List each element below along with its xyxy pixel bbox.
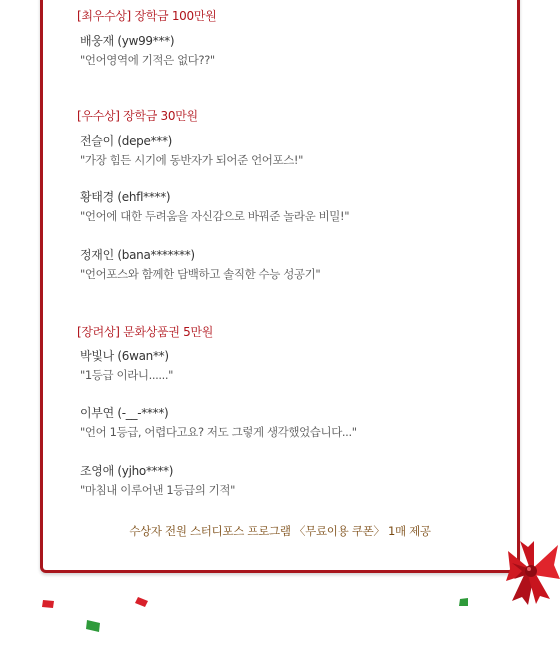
winner-quote: "가장 힘든 시기에 동반자가 되어준 언어포스!" [80,153,304,167]
confetti-red-icon [135,597,149,608]
winner-name: 이부연 (-__-****) [80,406,169,420]
ribbon-bow-icon [506,541,560,605]
winner-name: 황태경 (ehfl****) [80,190,171,204]
winner-quote: "언어에 대한 두려움을 자신감으로 바꿔준 놀라운 비밀!" [80,209,350,223]
prize-footer-note: 수상자 전원 스터디포스 프로그램 〈무료이용 쿠폰〉 1매 제공 [129,524,431,538]
confetti-green-icon [86,620,101,632]
section-title-excellence-prize: [우수상] 장학금 30만원 [77,109,198,123]
winner-quote: "마침내 이루어낸 1등급의 기적" [80,483,235,497]
winner-quote: "1등급 이라니......" [80,368,174,382]
winner-quote: "언어 1등급, 어렵다고요? 저도 그렇게 생각했었습니다..." [80,425,357,439]
winner-name: 배웅재 (yw99***) [80,34,175,48]
winner-quote: "언어영역에 기적은 없다??" [80,53,215,67]
winner-quote: "언어포스와 함께한 담백하고 솔직한 수능 성공기" [80,267,321,281]
winner-name: 박빛나 (6wan**) [80,349,169,363]
confetti-green-icon [459,598,469,607]
winner-name: 조영애 (yjho****) [80,464,174,478]
section-title-grand-prize: [최우수상] 장학금 100만원 [77,9,217,23]
section-title-encouragement-prize: [장려상] 문화상품권 5만원 [77,325,214,339]
winner-name: 전슬이 (depe***) [80,134,173,148]
winner-name: 정재인 (bana*******) [80,248,195,262]
confetti-red-icon [42,599,56,609]
